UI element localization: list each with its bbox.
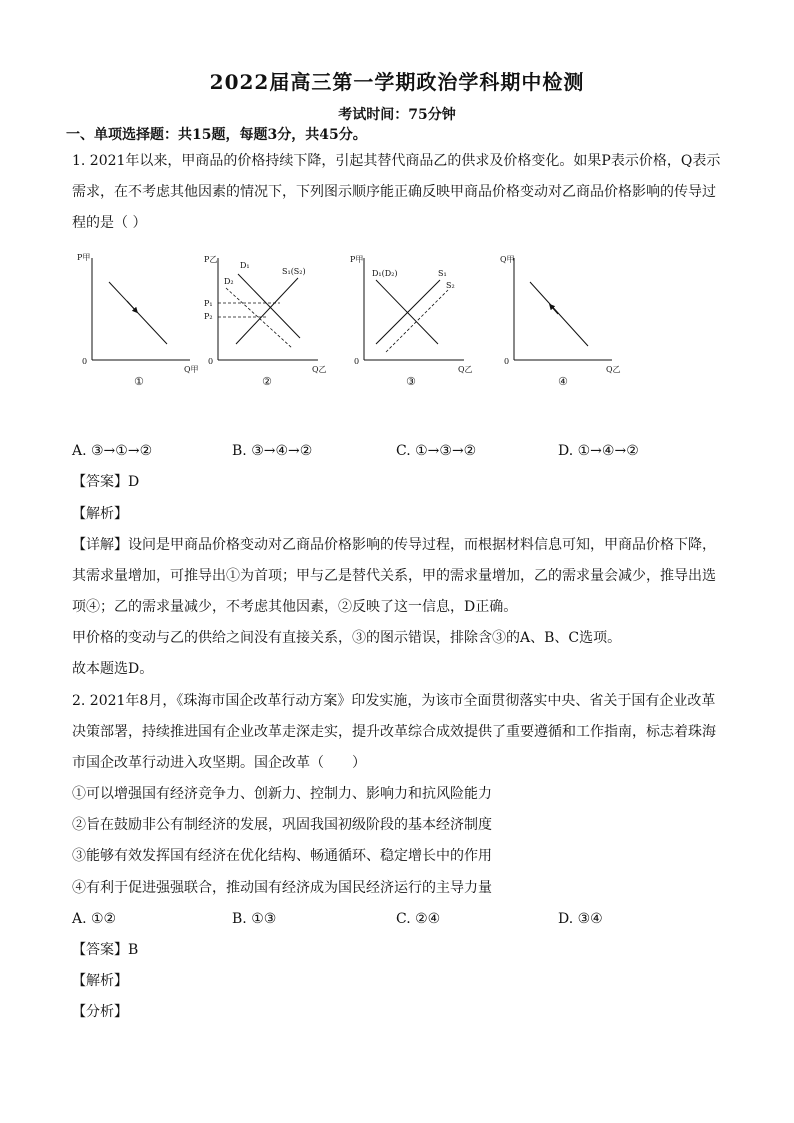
origin-label: 0 <box>504 357 510 366</box>
demand-curve-d1 <box>238 274 300 338</box>
section-heading: 一、单项选择题：共15题，每题3分，共45分。 <box>66 127 367 143</box>
q1-detail-line-1: 【详解】设问是甲商品价格变动对乙商品价格影响的传导过程，而根据材料信息可知，甲商品价格下降， <box>72 537 716 553</box>
exam-time: 考试时间：75分钟 <box>338 107 456 123</box>
q2-statement-1: ①可以增强国有经济竞争力、创新力、控制力、影响力和抗风险能力 <box>72 786 492 802</box>
chart-1 <box>72 248 202 398</box>
x-axis-label: Q乙 <box>458 365 473 374</box>
q1-detail-line-3: 项④；乙的需求量减少，不考虑其他因素，②反映了这一信息，D正确。 <box>72 599 518 615</box>
demand-curve <box>109 282 167 344</box>
y-axis-label: P甲 <box>77 253 91 262</box>
curve <box>530 282 588 346</box>
label-d1d2: D₁(D₂) <box>372 269 398 278</box>
y-axis-label: P乙 <box>204 255 218 264</box>
label-s1s2: S₁(S₂) <box>282 267 306 276</box>
chart-number: ④ <box>558 375 568 388</box>
direction-arrow-icon <box>551 306 558 314</box>
chart-4 <box>496 248 626 398</box>
chart-1-svg <box>72 248 202 398</box>
chart-2-svg <box>200 248 330 398</box>
label-p2: P₂ <box>204 312 213 321</box>
x-axis-label: Q乙 <box>312 365 327 374</box>
chart-number: ③ <box>406 375 416 388</box>
q1-detail-line-2: 其需求量增加，可推导出①为首项；甲与乙是替代关系，甲的需求量增加，乙的需求量会减少，推导出选 <box>72 568 716 584</box>
q2-stem-line-3: 市国企改革行动进入攻坚期。国企改革（ ） <box>72 755 366 771</box>
q1-option-c[interactable]: C. ①→③→② <box>396 443 477 459</box>
origin-label: 0 <box>208 357 214 366</box>
q1-answer: 【答案】D <box>72 474 140 490</box>
q2-option-b[interactable]: B. ①③ <box>232 911 277 927</box>
label-d2: D₂ <box>224 277 234 286</box>
q2-stem-line-2: 决策部署，持续推进国有企业改革走深走实，提升改革综合成效提供了重要遵循和工作指南，标志着珠海 <box>72 724 716 740</box>
chart-4-svg <box>496 248 626 398</box>
q2-answer: 【答案】B <box>72 942 139 958</box>
q1-analysis-label: 【解析】 <box>72 506 128 522</box>
q1-detail-line-5: 故本题选D。 <box>72 661 154 677</box>
q1-option-a[interactable]: A. ③→①→② <box>72 443 153 459</box>
q2-analysis-sub: 【分析】 <box>72 1004 128 1020</box>
q1-stem-line-2: 需求，在不考虑其他因素的情况下，下列图示顺序能正确反映甲商品价格变动对乙商品价格影响的传导过 <box>72 184 716 200</box>
chart-2 <box>200 248 330 398</box>
origin-label: 0 <box>354 357 360 366</box>
chart-number: ① <box>134 375 144 388</box>
q2-option-c[interactable]: C. ②④ <box>396 911 441 927</box>
x-axis-label: Q甲 <box>184 365 199 374</box>
q1-option-b[interactable]: B. ③→④→② <box>232 443 313 459</box>
q2-analysis-label: 【解析】 <box>72 973 128 989</box>
q2-option-a[interactable]: A. ①② <box>72 911 117 927</box>
origin-label: 0 <box>82 357 88 366</box>
chart-number: ② <box>262 375 272 388</box>
q1-detail-line-4: 甲价格的变动与乙的供给之间没有直接关系，③的图示错误，排除含③的A、B、C选项。 <box>72 630 622 646</box>
q1-option-d[interactable]: D. ①→④→② <box>558 443 639 459</box>
label-s2: S₂ <box>446 281 455 290</box>
label-p1: P₁ <box>204 299 213 308</box>
q1-stem-line-3: 程的是（ ） <box>72 215 147 231</box>
y-axis-label: Q甲 <box>500 255 515 264</box>
q2-statement-4: ④有利于促进强强联合，推动国有经济成为国民经济运行的主导力量 <box>72 880 492 896</box>
page-title: 2022届高三第一学期政治学科期中检测 <box>209 70 585 94</box>
label-s1: S₁ <box>438 269 447 278</box>
chart-3 <box>346 248 476 398</box>
q1-stem-line-1: 1. 2021年以来，甲商品的价格持续下降，引起其替代商品乙的供求及价格变化。如果P表示价格，Q表示 <box>72 153 721 169</box>
q2-stem-line-1: 2. 2021年8月，《珠海市国企改革行动方案》印发实施，为该市全面贯彻落实中央、省关于国有企业改革 <box>72 693 716 709</box>
direction-arrow-icon <box>127 301 136 311</box>
x-axis-label: Q乙 <box>606 365 621 374</box>
label-d1: D₁ <box>240 261 250 270</box>
demand-curve-d2 <box>226 288 292 348</box>
q2-statement-2: ②旨在鼓励非公有制经济的发展，巩固我国初级阶段的基本经济制度 <box>72 817 492 833</box>
supply-curve <box>236 278 298 344</box>
chart-3-svg <box>346 248 476 398</box>
y-axis-label: P甲 <box>350 255 364 264</box>
q2-option-d[interactable]: D. ③④ <box>558 911 603 927</box>
q2-statement-3: ③能够有效发挥国有经济在优化结构、畅通循环、稳定增长中的作用 <box>72 848 492 864</box>
